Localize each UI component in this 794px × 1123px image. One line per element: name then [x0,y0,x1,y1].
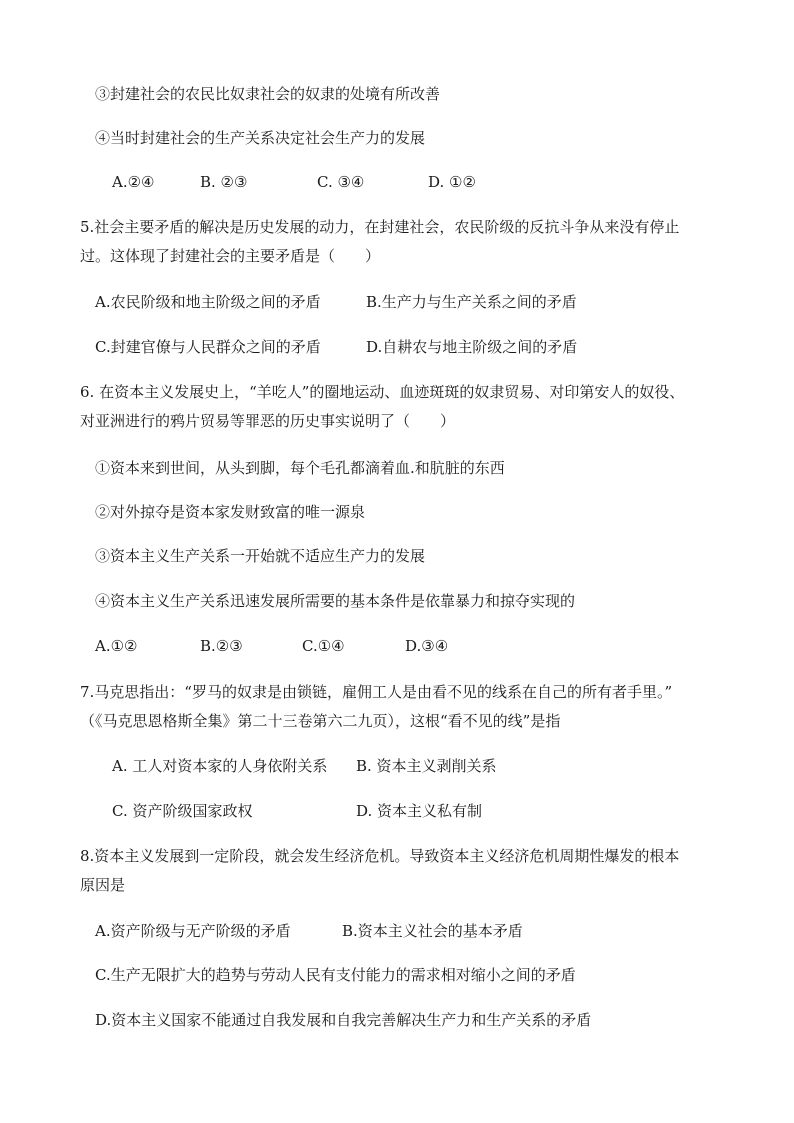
q6-statement-2: ②对外掠夺是资本家发财致富的唯一源泉 [95,503,366,521]
q6-statement-1: ①资本来到世间，从头到脚，每个毛孔都滴着血.和肮脏的东西 [95,459,505,477]
q4-option-c: C. ③④ [317,173,365,191]
q5-option-c: C.封建官僚与人民群众之间的矛盾 [95,338,321,356]
q7-stem-line-1: 7.马克思指出：“罗马的奴隶是由锁链，雇佣工人是由看不见的线系在自己的所有者手里。” [80,683,673,701]
q4-statement-3: ③封建社会的农民比奴隶社会的奴隶的处境有所改善 [95,85,441,103]
q6-option-b: B.②③ [200,637,243,655]
q6-option-c: C.①④ [302,637,345,655]
q6-statement-4: ④资本主义生产关系迅速发展所需要的基本条件是依靠暴力和掠夺实现的 [95,592,576,610]
q4-option-d: D. ①② [428,173,476,191]
q6-option-a: A.①② [95,637,138,655]
q4-statement-4: ④当时封建社会的生产关系决定社会生产力的发展 [95,129,426,147]
q5-option-d: D.自耕农与地主阶级之间的矛盾 [366,338,578,356]
q7-option-d: D. 资本主义私有制 [356,802,483,820]
q8-option-c: C.生产无限扩大的趋势与劳动人民有支付能力的需求相对缩小之间的矛盾 [95,966,576,984]
q6-statement-3: ③资本主义生产关系一开始就不适应生产力的发展 [95,547,426,565]
q7-stem-line-2: （《马克思恩格斯全集》第二十三卷第六二九页），这根“看不见的线”是指 [80,712,561,730]
q5-option-a: A.农民阶级和地主阶级之间的矛盾 [95,293,321,311]
q8-stem-line-1: 8.资本主义发展到一定阶段，就会发生经济危机。导致资本主义经济危机周期性爆发的根本 [80,847,680,865]
q8-option-d: D.资本主义国家不能通过自我发展和自我完善解决生产力和生产关系的矛盾 [95,1011,592,1029]
q8-option-a: A.资产阶级与无产阶级的矛盾 [95,922,291,940]
q4-option-b: B. ②③ [200,173,248,191]
q8-stem-line-2: 原因是 [80,876,126,894]
q5-stem-line-1: 5.社会主要矛盾的解决是历史发展的动力，在封建社会，农民阶级的反抗斗争从来没有停止 [80,218,680,236]
q7-option-c: C. 资产阶级国家政权 [112,802,253,820]
q5-stem-line-2: 过。这体现了封建社会的主要矛盾是（ ） [80,247,381,265]
q4-option-a: A.②④ [112,173,155,191]
q5-option-b: B.生产力与生产关系之间的矛盾 [366,293,577,311]
q7-option-a: A. 工人对资本家的人身依附关系 [112,757,328,775]
q6-option-d: D.③④ [405,637,449,655]
q8-option-b: B.资本主义社会的基本矛盾 [342,922,523,940]
q7-option-b: B. 资本主义剥削关系 [356,757,497,775]
q6-stem-line-1: 6. 在资本主义发展史上，“羊吃人”的圈地运动、血迹斑斑的奴隶贸易、对印第安人的奴役、 [80,383,685,401]
q6-stem-line-2: 对亚洲进行的鸦片贸易等罪恶的历史事实说明了（ ） [80,412,456,430]
